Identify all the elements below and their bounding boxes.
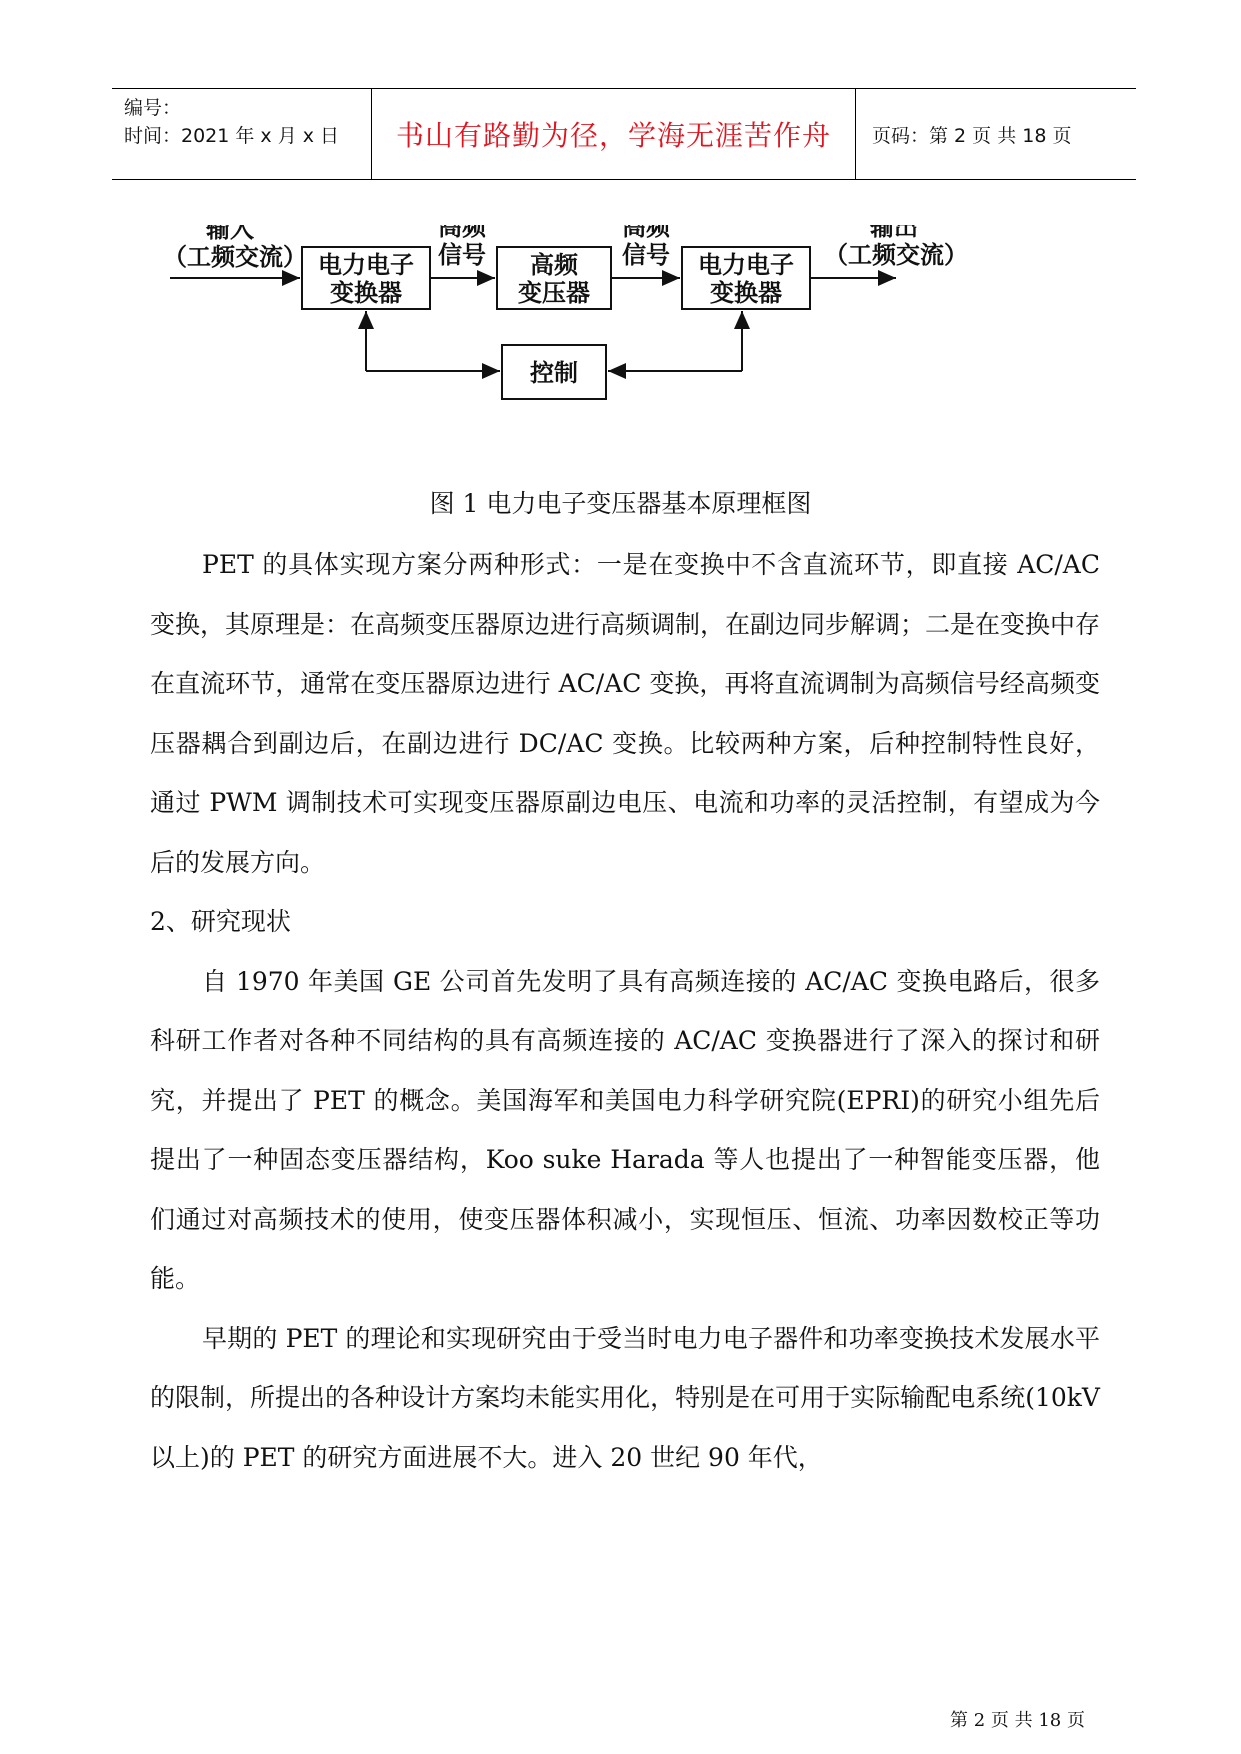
header-page-cell <box>856 89 1136 179</box>
section-heading: 2、研究现状 <box>150 907 291 936</box>
document-number-label: 编号： <box>124 97 182 119</box>
motto-text: 书山有路勤为径，学海无涯苦作舟 <box>395 119 831 152</box>
paragraph-1: PET 的具体实现方案分两种形式：一是在变换中不含直流环节，即直接 AC/AC 变换，其原理是：在高频变压器原边进行高频调制，在副边同步解调；二是在变换中存在直流环节，通常在变压器原边进行 AC/AC 变换，再将直流调制为高频信号经高频变压器耦合到副边后，在副边进行 DC/AC 变换。比较两种方案，后种控制特性良好，通过 PWM 调制技术可实现变压器原副边电压、电流和功率的灵活控制，有望成为今后的发展方向。 <box>150 550 1101 877</box>
figure-caption: 图 1 电力电子变压器基本原理框图 <box>429 489 812 518</box>
hf-signal1-label-1: 高频 <box>438 225 486 241</box>
input-sublabel: （工频交流） <box>170 243 307 271</box>
transformer-label-1: 高频 <box>530 251 578 279</box>
converter2-label-2: 变换器 <box>710 279 782 307</box>
hf-signal1-label-2: 信号 <box>438 241 486 269</box>
document-time-label: 时间：2021 年 x 月 x 日 <box>124 125 340 147</box>
converter2-label-1: 电力电子 <box>698 251 794 279</box>
control-label: 控制 <box>530 359 578 387</box>
hf-signal2-label-1: 高频 <box>622 225 670 241</box>
block-diagram-svg <box>170 225 1090 465</box>
page-footer: 第 2 页 共 18 页 <box>950 1710 1085 1731</box>
transformer-label-2: 变压器 <box>518 279 590 307</box>
hf-signal2-label-2: 信号 <box>622 241 670 269</box>
output-sublabel: （工频交流） <box>824 241 968 269</box>
paragraph-3: 早期的 PET 的理论和实现研究由于受当时电力电子器件和功率变换技术发展水平的限制，所提出的各种设计方案均未能实用化，特别是在可用于实际输配电系统(10kV 以上)的 PET 的研究方面进展不大。进入 20 世纪 90 年代， <box>150 1323 1100 1472</box>
page-header <box>112 88 1136 180</box>
converter1-label-2: 变换器 <box>330 279 402 307</box>
header-motto-cell <box>372 89 856 179</box>
input-label: 输入 <box>206 225 254 243</box>
paragraph-2: 自 1970 年美国 GE 公司首先发明了具有高频连接的 AC/AC 变换电路后，很多科研工作者对各种不同结构的具有高频连接的 AC/AC 变换器进行了深入的探讨和研究，并提出了 PET 的概念。美国海军和美国电力科学研究院(EPRI)的研究小组先后提出了一种固态变压器结构，Koo suke Harada 等人也提出了一种智能变压器，他们通过对高频技术的使用，使变压器体积减小，实现恒压、恒流、功率因数校正等功能。 <box>150 966 1100 1293</box>
body-text <box>150 535 1100 1487</box>
block-diagram <box>170 225 1090 465</box>
header-page-number: 页码：第 2 页 共 18 页 <box>872 124 1072 147</box>
header-info-cell <box>112 89 372 179</box>
converter1-label-1: 电力电子 <box>318 251 414 279</box>
output-label: 输出 <box>870 225 918 241</box>
